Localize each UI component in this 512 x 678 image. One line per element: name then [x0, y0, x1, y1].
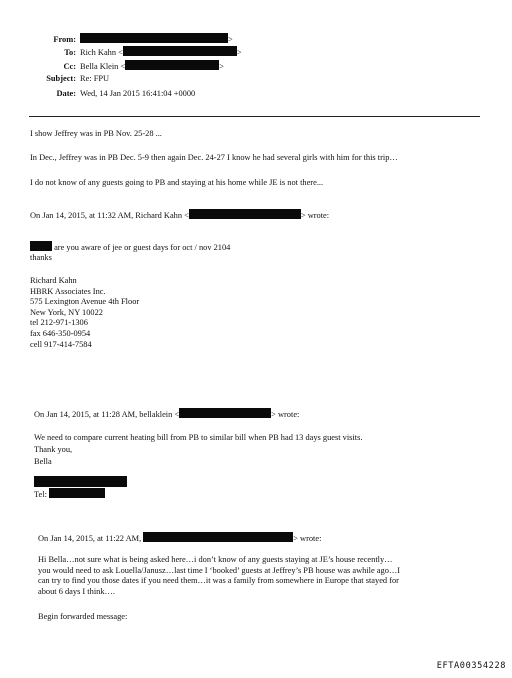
signature-line: 575 Lexington Avenue 4th Floor	[30, 297, 140, 307]
header-cc-row	[0, 60, 224, 73]
subject-label: Subject:	[46, 74, 76, 83]
close-bracket: >	[219, 62, 224, 71]
redaction-bar	[125, 60, 219, 70]
redaction-bar	[123, 46, 237, 56]
forwarded-message-label: Begin forwarded message:	[38, 612, 128, 621]
header-divider	[29, 116, 480, 117]
quote2-line1: We need to compare current heating bill from PB to similar bill when PB had 13 days guest visits.	[34, 433, 363, 442]
date-value: Wed, 14 Jan 2015 16:41:04 +0000	[80, 89, 196, 98]
close-bracket: >	[236, 48, 242, 57]
close-bracket: >	[228, 35, 233, 44]
quote1-line1	[30, 241, 230, 254]
date-label: Date:	[56, 89, 76, 98]
quote2-intro-prefix: On Jan 14, 2015, at 11:28 AM, bellaklein <	[34, 410, 180, 419]
header-date-row	[0, 89, 195, 100]
cc-label: Cc:	[63, 62, 76, 71]
quote1-intro	[30, 209, 329, 222]
quote2-intro	[34, 408, 299, 421]
quote1-line1-text: are you aware of jee or guest days for oct / nov 2104	[52, 243, 231, 252]
redaction-bar	[30, 241, 52, 251]
redaction-bar	[179, 408, 271, 418]
quote3-line: about 6 days I think….	[38, 586, 115, 596]
header-from-row	[0, 33, 233, 46]
body-paragraph-2: In Dec., Jeffrey was in PB Dec. 5-9 then again Dec. 24-27 I know he had several girls with him for this trip…	[30, 153, 398, 162]
to-label: To:	[64, 48, 76, 57]
quote3-intro-suffix: > wrote:	[293, 534, 322, 543]
signature-line: New York, NY 10022	[30, 307, 103, 317]
tel-label: Tel:	[34, 490, 47, 499]
header-subject-row	[0, 74, 109, 85]
from-label: From:	[53, 35, 76, 44]
signature-line: HBRK Associates Inc.	[30, 286, 106, 296]
redaction-bar	[143, 532, 293, 542]
quote1-intro-prefix: On Jan 14, 2015, at 11:32 AM, Richard Kahn <	[30, 211, 189, 220]
quote2-line3: Bella	[34, 457, 52, 466]
document-id: EFTA00354228	[436, 661, 506, 671]
quote2-line2: Thank you,	[34, 445, 73, 454]
signature-line: cell 917-414-7584	[30, 339, 92, 349]
quote3-line: Hi Bella…not sure what is being asked here…i don’t know of any guests staying at JE’s house recently…	[38, 555, 393, 564]
quote3-line: you would need to ask Louella/Janusz…last time I ‘booked’ guests at Jeffrey’s PB house was awhile ago…I	[38, 565, 401, 575]
quote1-intro-suffix: > wrote:	[300, 211, 330, 220]
signature-line: Richard Kahn	[30, 276, 77, 285]
body-paragraph-1: I show Jeffrey was in PB Nov. 25-28 ...	[30, 129, 162, 138]
header-to-row	[0, 46, 242, 59]
signature-line: fax 646-350-0954	[30, 328, 91, 338]
quote3-intro-prefix: On Jan 14, 2015, at 11:22 AM,	[38, 534, 142, 543]
quote3-line: can try to find you those dates if you need them…it was a family from somewhere in Europe that stayed for	[38, 576, 399, 586]
redaction-bar	[80, 33, 228, 43]
quote2-intro-suffix: > wrote:	[271, 410, 300, 419]
redaction-bar	[189, 209, 301, 219]
signature-line: tel 212-971-1306	[30, 318, 88, 328]
signature-block	[30, 276, 139, 350]
quote2-tel	[34, 488, 105, 501]
body-paragraph-3: I do not know of any guests going to PB and staying at his home while JE is not there...	[30, 178, 324, 187]
to-value: Rich Kahn <	[80, 48, 123, 57]
quote3-intro	[38, 532, 321, 545]
redaction-bar	[34, 476, 127, 487]
redaction-bar	[49, 488, 105, 498]
quote3-body	[38, 555, 400, 597]
quote1-line2: thanks	[30, 253, 52, 262]
cc-value: Bella Klein <	[80, 62, 126, 71]
subject-value: Re: FPU	[80, 74, 110, 83]
